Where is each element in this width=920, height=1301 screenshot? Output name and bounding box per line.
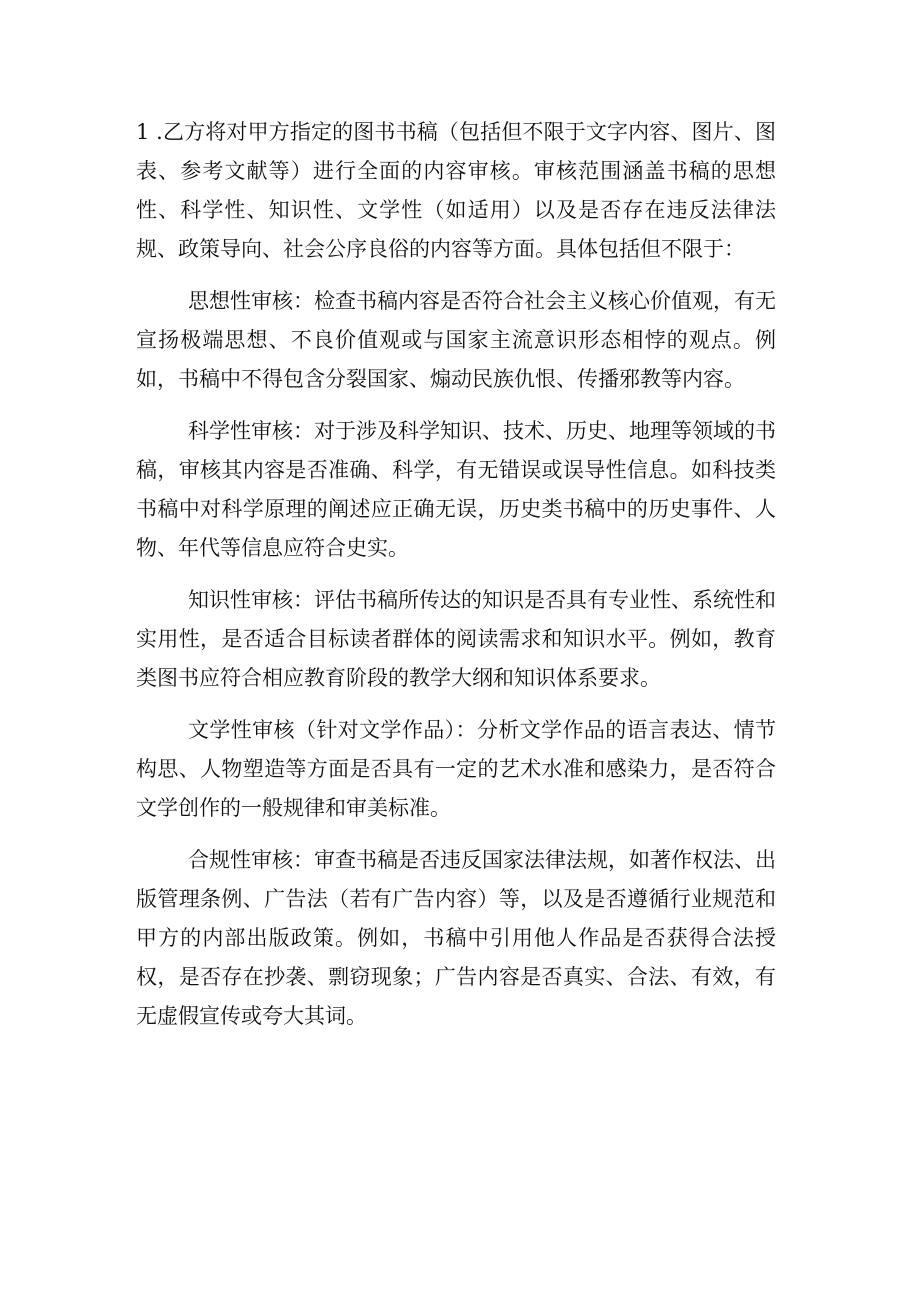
paragraph-scientific-review: 科学性审核：对于涉及科学知识、技术、历史、地理等领域的书稿，审核其内容是否准确、科学，有无错误或误导性信息。如科技类书稿中对科学原理的阐述应正确无误，历史类书稿中的历史事件、人物、年代等信息应符合史实。 — [136, 419, 776, 560]
paragraph-ideological-review: 思想性审核：检查书稿内容是否符合社会主义核心价值观，有无宣扬极端思想、不良价值观或与国家主流意识形态相悖的观点。例如，书稿中不得包含分裂国家、煽动民族仇恨、传播邪教等内容。 — [136, 289, 776, 391]
paragraph-knowledge-review: 知识性审核：评估书稿所传达的知识是否具有专业性、系统性和实用性，是否适合目标读者群体的阅读需求和知识水平。例如，教育类图书应符合相应教育阶段的教学大纲和知识体系要求。 — [136, 588, 776, 690]
document-body — [136, 113, 776, 1049]
paragraph-scope: 1 .乙方将对甲方指定的图书书稿（包括但不限于文字内容、图片、图表、参考文献等）进行全面的内容审核。审核范围涵盖书稿的思想性、科学性、知识性、文学性（如适用）以及是否存在违反法律法规、政策导向、社会公序良俗的内容等方面。具体包括但不限于： — [136, 120, 776, 261]
paragraph-literary-review: 文学性审核（针对文学作品）：分析文学作品的语言表达、情节构思、人物塑造等方面是否具有一定的艺术水准和感染力，是否符合文学创作的一般规律和审美标准。 — [136, 718, 776, 820]
paragraph-compliance-review: 合规性审核：审查书稿是否违反国家法律法规，如著作权法、出版管理条例、广告法（若有广告内容）等，以及是否遵循行业规范和甲方的内部出版政策。例如，书稿中引用他人作品是否获得合法授权，是否存在抄袭、剽窃现象；广告内容是否真实、合法、有效，有无虚假宣传或夸大其词。 — [136, 848, 776, 1028]
